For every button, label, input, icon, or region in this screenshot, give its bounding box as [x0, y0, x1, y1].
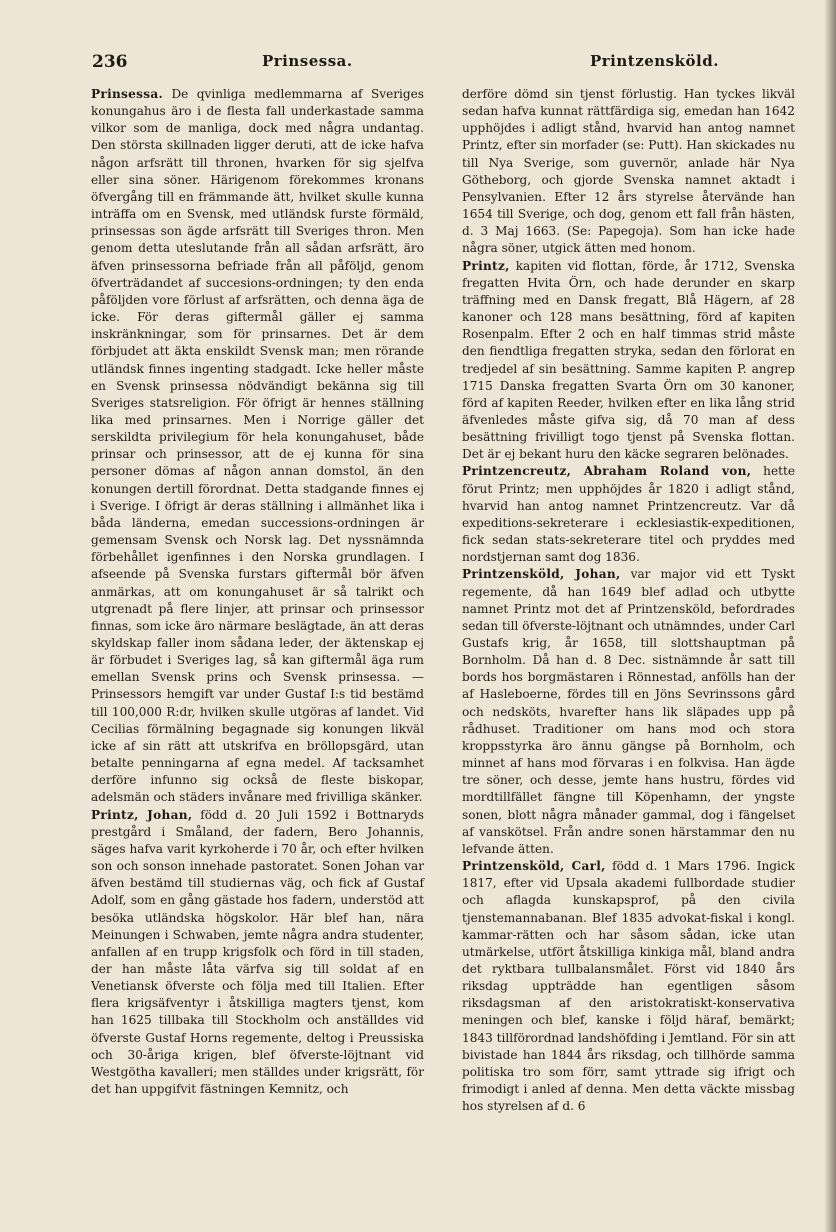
entry-printz-johan-continued [462, 86, 795, 258]
entry-headword: Printzensköld, Johan, [462, 567, 621, 582]
entry-headword: Prinsessa. [91, 87, 164, 101]
entry-headword: Printzensköld, Carl, [462, 859, 606, 874]
right-column [462, 86, 795, 1115]
running-head-right: Printzensköld. [590, 52, 719, 70]
entry-headword: Printzencreutz, Abraham Roland von, [462, 464, 752, 479]
entry-text: född d. 20 Juli 1592 i Bottnaryds prestgård i Småland, der fadern, Bero Johannis, säges hafva varit kyrkoherde i 70 år, och efter hvilken son och sonson innehade pastoratet. Sonen Johan var äfven bestämd till studiernas väg, och fick af Gustaf Adolf, som en gång gästade hos fadern, understöd att besöka utländska högskolor. Här blef han, nära Meinungen i Schwaben, jemte några andra studenter, anfallen af en trupp krigsfolk och förd in till staden, der han måste låta värfva sig till soldat af en Venetiansk öfverste och följa med till Italien. Efter flera krigsäfventyr i åtskilliga magters tjenst, kom han 1625 tillbaka till Stockholm och anställdes vid öfverste Gustaf Horns regemente, deltog i Preussiska och 30-åriga krigen, blef öfverste-löjtnant vid Westgötha kavalleri; men ställdes under krigsrätt, för det han uppgifvit fästningen Kemnitz, och [91, 807, 424, 1097]
page-edge-shadow [824, 0, 836, 1232]
entry-text: derföre dömd sin tjenst förlustig. Han tyckes likväl sedan hafva kunnat rättfärdiga sig, emedan han 1642 upphöjdes i adligt stånd, hvarvid han antog namnet Printz, efter sin morfader (se: Putt). Han skickades nu till Nya Sverige, som guvernör, anlade här Nya Götheborg, och gjorde Svenska namnet aktadt i Pensylvanien. Efter 12 års styrelse återvände han 1654 till Sverige, och dog, genom ett fall från hästen, d. 3 Maj 1663. (Se: Papegoja). Som han icke hade några söner, utgick ätten med honom. [462, 87, 795, 256]
page-number: 236 [92, 52, 128, 72]
entry-prinsessa [91, 86, 424, 807]
running-head-left: Prinsessa. [262, 52, 353, 70]
entry-text: var major vid ett Tyskt regemente, då han 1649 blef adlad och utbytte namnet Printz mot det af Printzensköld, befordrades sedan till öfverste-löjtnant och utnämndes, under Carl Gustafs krig, år 1658, till slottshauptman på Bornholm. Då han d. 8 Dec. sistnämnde år satt till bords hos borgmästaren i Rönnestad, anfölls han der af Hasleboerne, fördes till en Jöns Sevrinssons gård och nedsköts, hvarefter hans lik släpades upp på rådhuset. Traditioner om hans mod och stora kroppsstyrka äro ännu gängse på Bornholm, och minnet af hans mod förvaras i en folkvisa. Han ägde tre söner, och desse, jemte hans hustru, fördes vid mordtillfället fängne till Köpenhamn, der yngste sonen, blott några månader gammal, dog i fängelset af vanskötsel. Från andre sonen härstammar den nu lefvande ätten. [462, 567, 795, 856]
entry-headword: Printz, Johan, [91, 807, 193, 822]
left-column [91, 86, 424, 1098]
entry-printzenskold-johan [462, 566, 795, 858]
entry-text: De qvinliga medlemmarna af Sveriges konungahus äro i de flesta fall underkastade samma vilkor som de manliga, dock med några undantag. Den största skillnaden ligger deruti, att de icke hafva någon arfsrätt till thronen, hvarken för sig sjelfva eller sina söner. Härigenom förekommes kronans öfvergång till en främmande ätt, hvilket skulle kunna inträffa om en Svensk, med utländsk furste förmäld, prinsessas son ägde arfsrätt till Sveriges thron. Men genom detta uteslutande från all sådan arfsrätt, äro äfven prinsessorna befriade från all påföljd, genom öfverträdandet af succesions-ordningen; ty den enda påföljden vore förlust af arfsrätten, och denna äga de icke. För deras giftermål gäller ej samma inskränkningar, som för prinsarnes. Det är dem förbjudet att äkta enskildt Svensk man; men rörande utländsk finnes ingenting stadgadt. Icke heller måste en Svensk prinsessa nödvändigt bekänna sig till Sveriges statsreligion. För öfrigt är hennes ställning lika med prinsarnes. Men i Norrige gäller det serskildta privilegium för hela konungahuset, både prinsar och prinsessor, att de ej kunna för sina personer dömas af någon annan domstol, än den konungen dertill förordnat. Detta stadgande finnes ej i Sverige. I öfrigt är deras ställning i allmänhet lika i båda länderna, emedan successions-ordningen är gemensam Svensk och Norsk lag. Det nyssnämnda förbehållet igenfinnes i den Norska grundlagen. I afseende på Svenska furstars giftermål bör äfven anmärkas, att om konungahuset är så talrikt och utgrenadt på flere linjer, att prinsar och prinsessor finnas, som icke äro närmare beslägtade, än att deras skyldskap faller inom sådana leder, der äktenskap ej är förbudet i Sveriges lag, så kan giftermål äga rum emellan Svensk prins och Svensk prinsessa. — Prinsessors hemgift var under Gustaf I:s tid bestämd till 100,000 R:dr, hvilken skulle utgöras af landet. Vid Cecilias förmälning begagnade sig konungen likväl icke af sin rätt att utskrifva en bröllopsgärd, utan betalte penningarna af egna medel. Af tacksamhet derföre infunno sig också de fleste biskopar, adelsmän och städers invånare med frivilliga skänker. [91, 87, 424, 805]
entry-text: hette förut Printz; men upphöjdes år 1820 i adligt stånd, hvarvid han antog namnet Printzencreutz. Var då expeditions-sekreterare i ecklesiastik-expeditionen, fick sedan stats-sekreterare titel och pryddes med nordstjernan samt dog 1836. [462, 464, 795, 565]
entry-text: född d. 1 Mars 1796. Ingick 1817, efter vid Upsala akademi fullbordade studier och aflagda kunskapsprof, på den civila tjenstemannabanan. Blef 1835 advokat-fiskal i kongl. kammar-rätten och har såsom sådan, icke utan utmärkelse, utfört åtskilliga kinkiga mål, bland andra det ryktbara tullbalansmålet. Först vid 1840 års riksdag uppträdde han egentligen såsom riksdagsman af den aristokratiskt-konservativa meningen och blef, kanske i följd häraf, bemärkt; 1843 tillförordnad landshöfding i Jemtland. För sin att bivistade han 1844 års riksdag, och tillhörde samma politiska tro som förr, samt yttrade sig ifrigt och frimodigt i anled af denna. Men detta väckte missbag hos styrelsen af d. 6 [462, 859, 795, 1114]
entry-text: kapiten vid flottan, förde, år 1712, Svenska fregatten Hvita Örn, och hade derunder en skarp träffning med en Dansk fregatt, Blå Hägern, af 28 kanoner och 128 mans besättning, förd af kapiten Rosenpalm. Efter 2 och en half timmas strid måste den fiendtliga fregatten stryka, sedan den förlorat en tredjedel af sin besättning. Samme kapiten P. angrep 1715 Danska fregatten Svarta Örn om 30 kanoner, förd af kapiten Reeder, hvilken efter en lika lång strid äfvenledes måste gifva sig, då 70 man af dess besättning frivilligt togo tjenst på Svenska flottan. Det är ej bekant huru den käcke segraren belönades. [462, 258, 795, 462]
entry-printz-johan [91, 807, 424, 1099]
entry-printzencreutz [462, 463, 795, 566]
entry-headword: Printz, [462, 258, 510, 273]
running-header [0, 52, 836, 76]
entry-printz-kapiten [462, 258, 795, 464]
entry-printzenskold-carl [462, 858, 795, 1115]
